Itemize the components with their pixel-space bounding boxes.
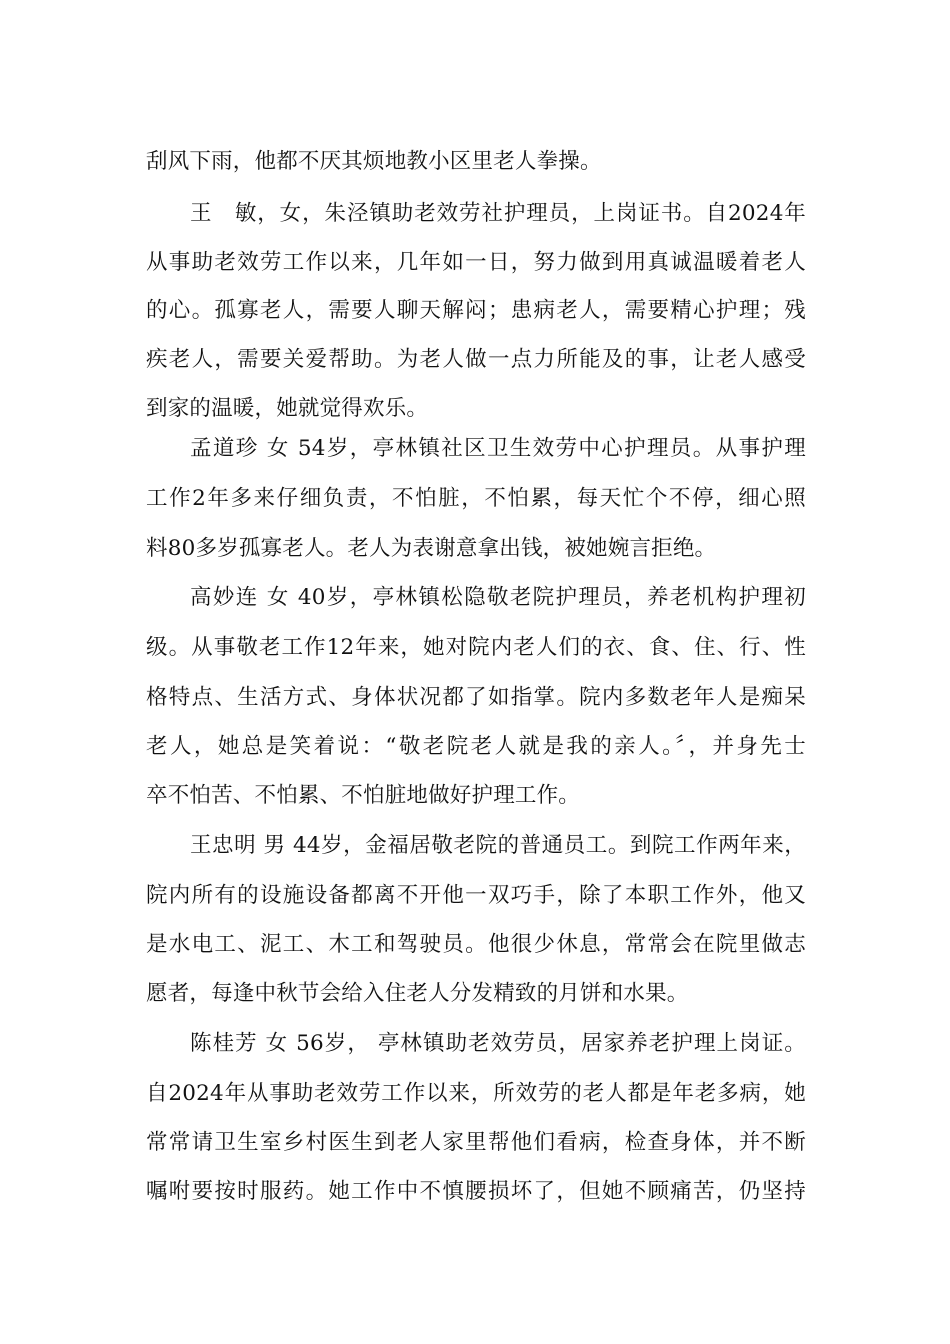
text-line: 疾老人，需要关爱帮助。为老人做一点力所能及的事，让老人感受: [146, 347, 806, 372]
text-line: 卒不怕苦、不怕累、不怕脏地做好护理工作。: [146, 783, 581, 808]
text-line: 嘱咐要按时服药。她工作中不慎腰损坏了，但她不顾痛苦，仍坚持: [146, 1179, 806, 1204]
text-line: 料80多岁孤寡老人。老人为表谢意拿出钱，被她婉言拒绝。: [146, 536, 717, 561]
text-line: 王忠明 男 44岁，金福居敬老院的普通员工。到院工作两年来，: [190, 833, 806, 858]
text-line: 工作2年多来仔细负责，不怕脏，不怕累，每天忙个不停，细心照: [146, 486, 806, 511]
text-line: 刮风下雨，他都不厌其烦地教小区里老人拳操。: [146, 149, 602, 174]
text-line: 孟道珍 女 54岁，亭林镇社区卫生效劳中心护理员。从事护理: [190, 436, 806, 461]
text-line: 的心。孤寡老人，需要人聊天解闷；患病老人，需要精心护理；残: [146, 298, 806, 323]
text-line: 到家的温暖，她就觉得欢乐。: [146, 396, 429, 421]
text-line: 高妙连 女 40岁，亭林镇松隐敬老院护理员，养老机构护理初: [190, 585, 806, 610]
text-line: 是水电工、泥工、木工和驾驶员。他很少休息，常常会在院里做志: [146, 932, 806, 957]
text-line: 格特点、生活方式、身体状况都了如指掌。院内多数老年人是痴呆: [146, 685, 806, 710]
text-line: 从事助老效劳工作以来，几年如一日，努力做到用真诚温暖着老人: [146, 250, 806, 275]
text-line: 陈桂芳 女 56岁， 亭林镇助老效劳员，居家养老护理上岗证。: [190, 1031, 806, 1056]
text-line: 院内所有的设施设备都离不开他一双巧手，除了本职工作外，他又: [146, 883, 806, 908]
text-line: 王 敏，女，朱泾镇助老效劳社护理员，上岗证书。自2024年: [190, 201, 806, 226]
text-line: 老人，她总是笑着说：“敬老院老人就是我的亲人。〞，并身先士: [146, 734, 806, 759]
text-line: 自2024年从事助老效劳工作以来，所效劳的老人都是年老多病，她: [146, 1081, 806, 1106]
text-line: 级。从事敬老工作12年来，她对院内老人们的衣、食、住、行、性: [146, 635, 806, 660]
text-line: 常常请卫生室乡村医生到老人家里帮他们看病，检查身体，并不断: [146, 1130, 806, 1155]
text-line: 愿者，每逢中秋节会给入住老人分发精致的月饼和水果。: [146, 981, 689, 1006]
